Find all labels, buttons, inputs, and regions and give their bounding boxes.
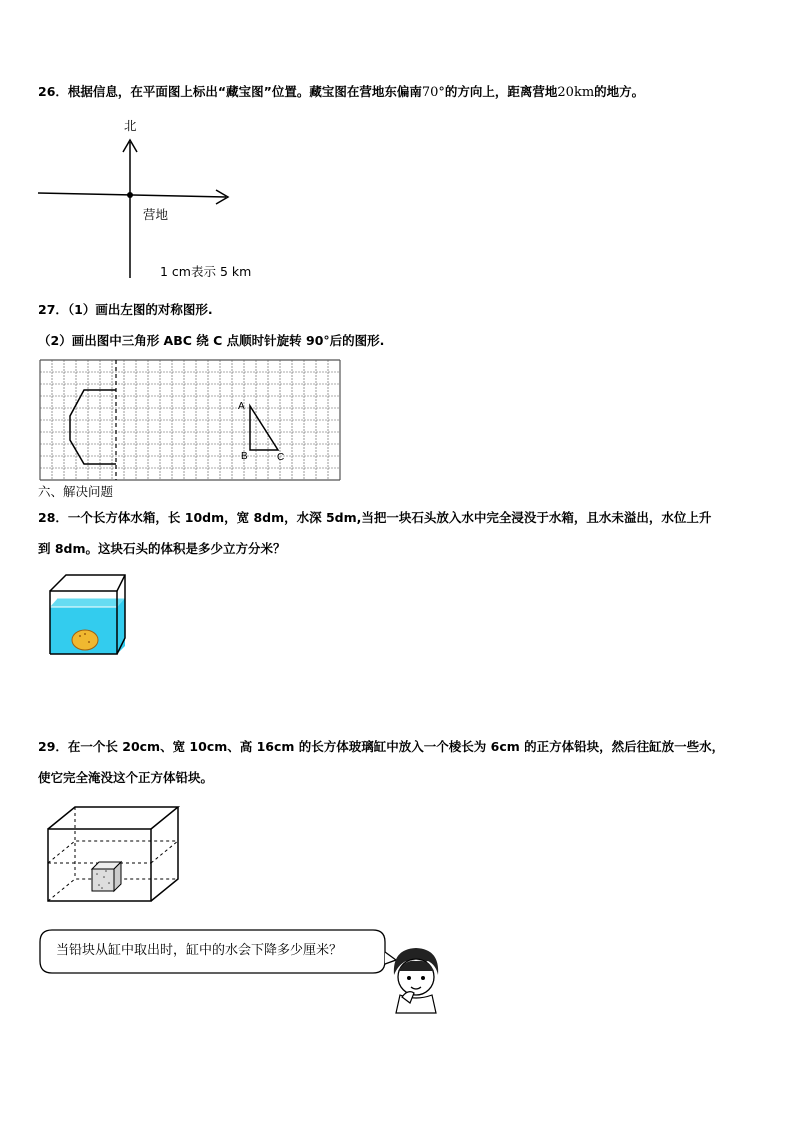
label-a: A xyxy=(238,401,245,412)
q28-line2: 到 8dm。这块石头的体积是多少立方分米？ xyxy=(38,541,286,556)
q27-line2: （2）画出图中三角形 ABC 绕 C 点顺时针旋转 90°后的图形. xyxy=(38,333,385,348)
north-label: 北 xyxy=(124,118,137,133)
grid-lines xyxy=(40,360,340,480)
q26-text-c: 的地方。 xyxy=(594,84,645,99)
speech-bubble-text: 当铅块从缸中取出时，缸中的水会下降多少厘米？ xyxy=(56,943,343,958)
scale-label: 1 cm表示 5 km xyxy=(160,264,252,279)
q26-number: 26． xyxy=(38,84,68,99)
girl-illustration xyxy=(386,945,446,1015)
section-title: 六、解决问题 xyxy=(38,484,114,499)
q26-angle: 70° xyxy=(421,85,445,100)
water-tank-diagram xyxy=(45,570,135,660)
glass-tank-diagram xyxy=(44,805,194,905)
q26-distance: 20km xyxy=(557,85,595,100)
lead-cube xyxy=(92,862,121,891)
label-c: C xyxy=(277,452,285,463)
q29-line2: 使它完全淹没这个正方体铅块。 xyxy=(38,770,214,785)
water-surface xyxy=(50,598,125,607)
q26-text-a: 根据信息，在平面图上标出“藏宝图”位置。藏宝图在营地东偏南 xyxy=(67,84,422,99)
camp-point xyxy=(127,192,133,198)
triangle-abc xyxy=(250,406,278,450)
q28-line1: 28．一个长方体水箱，长 10dm，宽 8dm，水深 5dm,当把一块石头放入水中完全浸没于水箱，且水未溢出，水位上升 xyxy=(38,510,712,525)
q27-line1: 27．（1）画出左图的对称图形. xyxy=(38,302,213,317)
grid-diagram xyxy=(40,360,340,480)
camp-label: 营地 xyxy=(143,207,169,222)
q29-line1: 29．在一个长 20cm、宽 10cm、高 16cm 的长方体玻璃缸中放入一个棱长为 6cm 的正方体铅块，然后往缸放一些水， xyxy=(38,739,725,754)
left-shape xyxy=(70,390,116,464)
label-b: B xyxy=(241,451,248,462)
q26-text-b: 的方向上，距离营地 xyxy=(444,84,558,99)
